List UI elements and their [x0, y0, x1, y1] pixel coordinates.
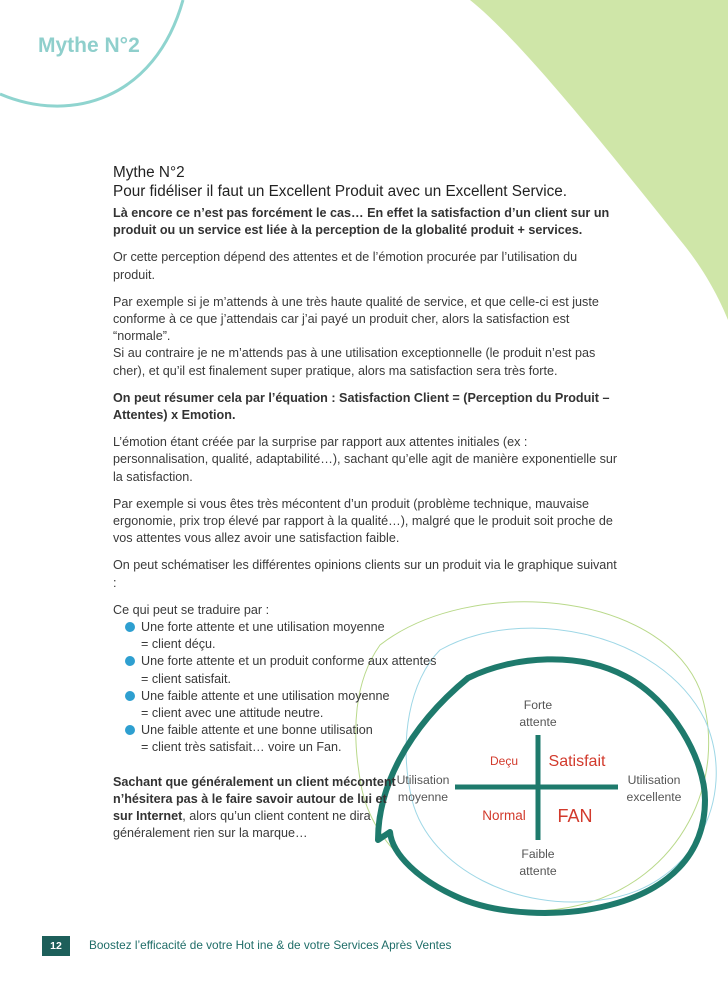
bullet-icon [125, 691, 135, 701]
list-item: Une faible attente et une bonne utilisation = client très satisfait… voire un Fan. [125, 722, 618, 756]
bullet-icon [125, 725, 135, 735]
list-item: Une forte attente et une utilisation moyenne = client déçu. [125, 619, 618, 653]
quadrant-decu: Deçu [489, 754, 518, 768]
example-paragraph-1b: Si au contraire je ne m’attends pas à une utilisation exceptionnelle (le produit n’est pas cher), et qu’il est finalement super pratique, alors ma satisfaction sera très forte. [113, 346, 596, 378]
article-title-line1: Mythe N°2 [113, 164, 185, 181]
intro-paragraph: Là encore ce n’est pas forcément le cas… En effet la satisfaction d’un client sur un produit ou un service est liée à la perception de la globalité produit + services. [113, 206, 610, 238]
opinion-list [113, 619, 618, 757]
list-item: Une forte attente et un produit conforme aux attentes = client satisfait. [125, 653, 618, 687]
diagram-left-label: Utilisation moyenne [396, 773, 450, 804]
diagram-top-label: Forte attente [519, 698, 557, 729]
emotion-paragraph: L’émotion étant créée par la surprise par rapport aux attentes initiales (ex : personnalisation, qualité, adaptabilité…), sachant qu’elle agit de manière exponentielle sur la satisfaction. [113, 435, 618, 484]
quadrant-satisfait: Satisfait [548, 753, 606, 770]
example-paragraph-1a: Par exemple si je m’attends à une très haute qualité de service, et que celle-ci est juste conforme à ce que j’attendais car j’ai payé un produit cher, alors la satisfaction est “normale”. [113, 294, 599, 344]
example-paragraph-2: Par exemple si vous êtes très mécontent d’un produit (problème technique, mauvaise ergonomie, prix trop élevé par rapport à la qualité…), malgré que le produit soit proche de vos attentes vous allez avoir une satisfaction faible. [113, 496, 613, 546]
closing-paragraph: Sachant que généralement un client mécontent n’hésitera pas à le faire savoir autour de lui et sur Internet, alors qu’un client content ne dira généralement rien sur la marque… [113, 774, 396, 841]
list-item: Une faible attente et une utilisation moyenne = client avec une attitude neutre. [125, 688, 618, 722]
quadrant-normal: Normal [482, 808, 526, 823]
article-body [113, 164, 618, 853]
footer-text: Boostez l’efficacité de votre Hot ine & de votre Services Après Ventes [89, 938, 452, 952]
schema-paragraph: On peut schématiser les différentes opinions clients sur un produit via le graphique suivant : [113, 558, 617, 590]
article-title-line2: Pour fidéliser il faut un Excellent Produit avec un Excellent Service. [113, 182, 568, 200]
header-title: Mythe N°2 [38, 34, 140, 57]
bullet-icon [125, 622, 135, 632]
page-number: 12 [42, 936, 70, 956]
quadrant-fan: FAN [557, 806, 593, 826]
example-paragraph-1 [113, 294, 618, 380]
equation-paragraph: On peut résumer cela par l’équation : Satisfaction Client = (Perception du Produit – Attentes) x Emotion. [113, 390, 610, 423]
bullet-icon [125, 656, 135, 666]
diagram-bottom-label: Faible attente [519, 847, 557, 878]
perception-paragraph: Or cette perception dépend des attentes et de l’émotion procurée par l’utilisation du produit. [113, 250, 578, 282]
list-intro: Ce qui peut se traduire par : [113, 602, 270, 617]
diagram-right-label: Utilisation excellente [626, 773, 682, 804]
